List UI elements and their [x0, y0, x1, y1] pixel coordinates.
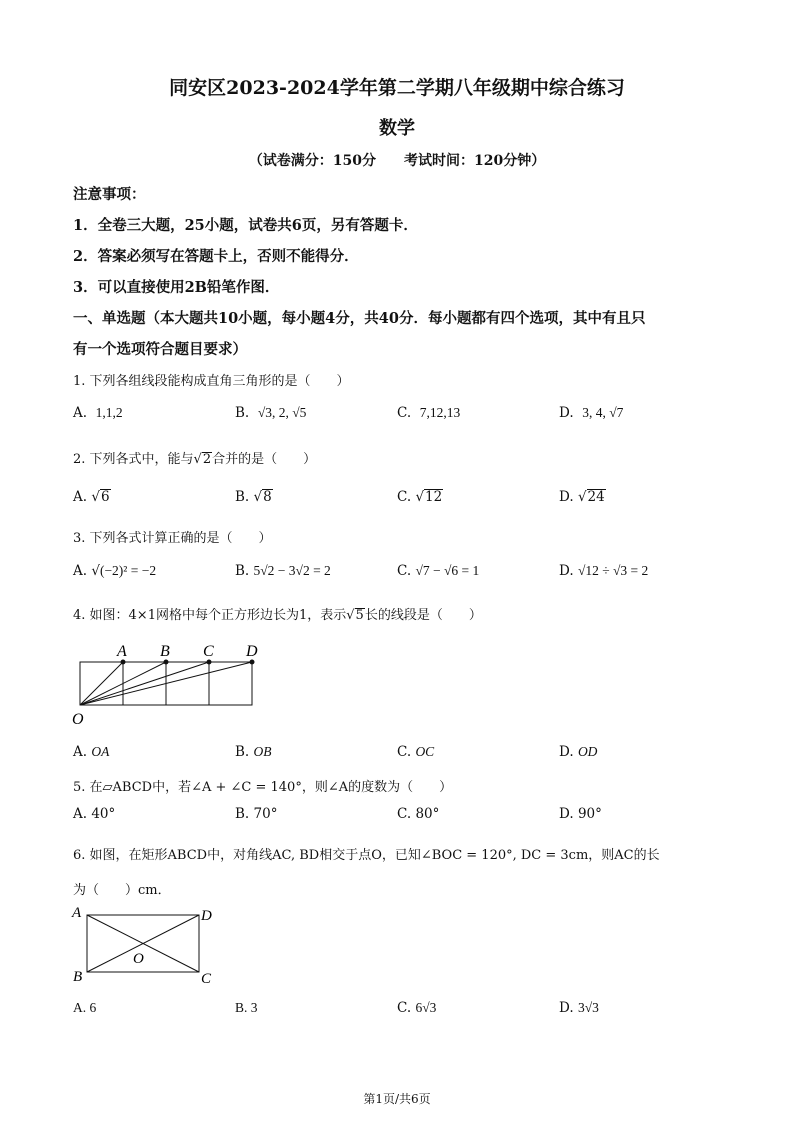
section-1-heading-cont: 有一个选项符合题目要求）: [73, 341, 247, 358]
q5-option-b: [235, 806, 277, 822]
q6-option-c-value: 6√3: [415, 1000, 437, 1015]
q2-stem-radicand: 2: [202, 452, 212, 467]
q5-stem: 5. 在▱ABCD中，若∠A + ∠C = 140°，则∠A的度数为（ ）: [73, 780, 453, 795]
q6-rectangle-figure: [70, 903, 220, 989]
q5-option-a: [73, 806, 115, 822]
q3-option-d-value: √12 ÷ √3 = 2: [577, 563, 649, 578]
q5-option-d: [559, 806, 602, 822]
radical-sign: √: [91, 563, 100, 579]
label-b: B: [160, 643, 170, 660]
q1-option-a-label: A.: [73, 405, 88, 421]
section-1-heading: 一、单选题（本大题共10小题，每小题4分，共40分．每小题都有四个选项，其中有且只: [73, 310, 646, 327]
q2-option-a-value: 6: [100, 489, 110, 505]
q1-option-b-value: √3, 2, √5: [257, 405, 307, 420]
radical-sign: √: [91, 489, 100, 505]
q4-option-b-label: B.: [235, 744, 250, 760]
point-a: [121, 660, 126, 665]
q6-option-d-value: 3√3: [577, 1000, 599, 1015]
q2-option-c-value: 12: [425, 489, 443, 505]
q4-option-d-label: D.: [559, 744, 574, 760]
q5-option-b-value: 70°: [253, 806, 278, 822]
paper-meta: （试卷满分：150分 考试时间：120分钟）: [248, 153, 546, 169]
q2-option-c: [397, 489, 443, 505]
label-d: D: [246, 643, 258, 660]
q4-stem: [73, 604, 482, 623]
q5-option-a-label: A.: [73, 806, 88, 822]
q1-option-c: [397, 405, 460, 421]
q4-stem-radicand: 5: [355, 608, 364, 623]
radical-sign: √: [253, 489, 263, 505]
q5-option-c: [397, 806, 439, 822]
q4-option-b: [235, 744, 272, 760]
notes-heading: 注意事项：: [73, 186, 146, 203]
label-d: D: [201, 908, 212, 924]
q2-option-c-label: C.: [397, 489, 412, 505]
q2-stem-post: 合并的是（ ）: [212, 452, 317, 467]
q3-option-a-label: A.: [73, 563, 88, 579]
note-item-2: 2．答案必须写在答题卡上，否则不能得分．: [73, 248, 359, 265]
q4-option-a-value: OA: [91, 744, 110, 759]
q6-option-a: A. 6: [73, 1000, 97, 1015]
q2-option-b: [235, 489, 273, 505]
q4-stem-pre: 4. 如图：4×1网格中每个正方形边长为1，表示: [73, 608, 347, 623]
q2-option-b-label: B.: [235, 489, 250, 505]
q2-option-a-label: A.: [73, 489, 88, 505]
q4-option-a: [73, 744, 109, 760]
q2-option-b-value: 8: [263, 489, 272, 505]
q4-option-c-label: C.: [397, 744, 412, 760]
q3-option-c: [397, 563, 479, 579]
paper-title: 同安区2023-2024学年第二学期八年级期中综合练习: [169, 77, 625, 99]
q2-option-a: [73, 489, 111, 505]
q6-option-c-label: C.: [397, 1000, 412, 1016]
q1-option-a-value: 1,1,2: [95, 405, 123, 420]
segment-oc: [80, 662, 209, 705]
q1-option-c-label: C.: [397, 405, 412, 421]
q5-option-c-value: 80°: [415, 806, 440, 822]
q6-option-d-label: D.: [559, 1000, 574, 1016]
label-a: A: [117, 643, 127, 660]
q3-option-b: [235, 563, 331, 579]
q3-stem: 3. 下列各式计算正确的是（ ）: [73, 531, 272, 546]
q2-option-d-label: D.: [559, 489, 574, 505]
q3-option-b-value: 5√2 − 3√2 = 2: [253, 563, 331, 578]
q4-option-c: [397, 744, 434, 760]
q6-stem: 6. 如图，在矩形ABCD中，对角线AC, BD相交于点O，已知∠BOC = 120°, DC = 3cm，则AC的长: [73, 848, 660, 863]
q3-option-b-label: B.: [235, 563, 250, 579]
label-c: C: [201, 971, 212, 987]
q6-option-d: [559, 1000, 599, 1016]
radical-sign: √: [577, 489, 587, 505]
radical-sign: √: [193, 452, 202, 467]
q3-option-d-label: D.: [559, 563, 574, 579]
q3-option-d: [559, 563, 648, 579]
q1-option-d-label: D.: [559, 405, 574, 421]
q1-option-d: [559, 405, 623, 421]
q1-option-c-value: 7,12,13: [419, 405, 461, 420]
label-o: O: [72, 711, 84, 728]
q1-option-b-label: B.: [235, 405, 250, 421]
q4-option-a-label: A.: [73, 744, 88, 760]
q2-stem: [73, 448, 316, 467]
q4-option-c-value: OC: [415, 744, 435, 759]
q3-option-c-value: √7 − √6 = 1: [415, 563, 480, 578]
q4-grid-figure: [70, 640, 270, 730]
page-footer: 第1页/共6页: [363, 1092, 431, 1106]
point-b: [164, 660, 169, 665]
q6-option-b: B. 3: [235, 1000, 258, 1015]
radical-sign: √: [415, 489, 425, 505]
label-o: O: [133, 951, 144, 967]
q4-stem-post: 长的线段是（ ）: [364, 608, 482, 623]
q5-option-b-label: B.: [235, 806, 250, 822]
point-d: [250, 660, 255, 665]
q3-option-a: [73, 563, 156, 579]
note-item-3: 3．可以直接使用2B铅笔作图．: [73, 279, 280, 296]
q2-stem-pre: 2. 下列各式中，能与: [73, 452, 194, 467]
note-item-1: 1．全卷三大题，25小题，试卷共6页，另有答题卡．: [73, 217, 418, 234]
radical-sign: √: [346, 608, 355, 623]
q2-option-d-value: 24: [587, 489, 605, 505]
label-a: A: [72, 905, 82, 921]
q5-option-c-label: C.: [397, 806, 412, 822]
q1-stem: 1. 下列各组线段能构成直角三角形的是（ ）: [73, 374, 350, 389]
q3-option-c-label: C.: [397, 563, 412, 579]
q1-option-b: [235, 405, 306, 421]
q6-stem-cont: 为（ ）cm．: [73, 883, 171, 898]
point-c: [207, 660, 212, 665]
q5-option-a-value: 40°: [91, 806, 116, 822]
q2-option-d: [559, 489, 606, 505]
label-c: C: [203, 643, 214, 660]
q3-option-a-value: (−2)² = −2: [99, 563, 157, 578]
label-b: B: [73, 969, 83, 985]
q1-option-a: [73, 405, 123, 421]
q6-option-c: [397, 1000, 436, 1016]
q4-option-b-value: OB: [253, 744, 272, 759]
q5-option-d-label: D.: [559, 806, 574, 822]
segment-oa: [80, 662, 123, 705]
paper-subject: 数学: [379, 118, 415, 139]
q1-option-d-value: 3, 4, √7: [582, 405, 624, 420]
q5-option-d-value: 90°: [577, 806, 602, 822]
q4-option-d-value: OD: [577, 744, 598, 759]
q4-option-d: [559, 744, 597, 760]
